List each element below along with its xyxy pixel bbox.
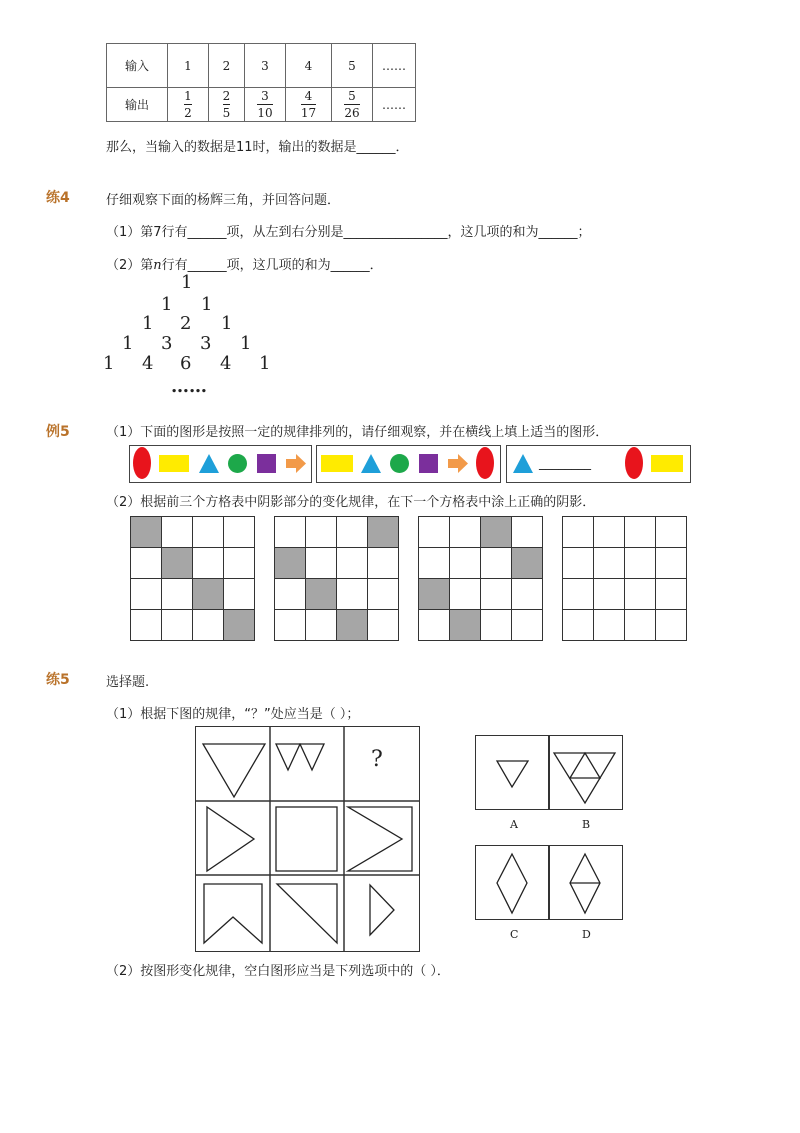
table-cell: 1 xyxy=(168,44,209,88)
notched-bottom-shape-icon xyxy=(204,884,262,943)
option-c-icon xyxy=(476,846,549,919)
grid-cell xyxy=(337,517,368,548)
io-table xyxy=(106,43,416,122)
q2-variable: n xyxy=(153,258,162,273)
option-b-label: B xyxy=(582,818,591,831)
pattern-box-1 xyxy=(129,445,312,483)
grid-cell-shaded xyxy=(419,579,450,610)
ex4-q2 xyxy=(106,254,383,273)
grid-cell xyxy=(419,517,450,548)
option-b-icon xyxy=(549,736,622,809)
purple-square-icon xyxy=(419,454,438,473)
grid-cell xyxy=(512,579,543,610)
triangle-number: 1 xyxy=(161,294,173,315)
option-c-figure[interactable] xyxy=(475,845,550,920)
blue-triangle-icon xyxy=(199,454,219,473)
grid-cell[interactable] xyxy=(656,579,687,610)
grid-cell[interactable] xyxy=(563,548,594,579)
triangle-number: 3 xyxy=(161,333,173,354)
grid-cell[interactable] xyxy=(594,610,625,641)
shading-grid-1 xyxy=(130,516,255,641)
q2-suffix: 行有______项，这几项的和为______． xyxy=(161,258,383,273)
grid-cell xyxy=(450,548,481,579)
grid-cell xyxy=(193,610,224,641)
table-cell: $\frac{5}{26}$ xyxy=(332,88,373,122)
section-label-example5: 例5 xyxy=(46,424,70,440)
shading-grid-3 xyxy=(418,516,543,641)
right-triangle-icon xyxy=(207,807,254,871)
table-cell: $\frac{4}{17}$ xyxy=(286,88,332,122)
red-oval-icon xyxy=(476,447,494,479)
grid-cell[interactable] xyxy=(563,517,594,548)
small-inverted-triangle-icon xyxy=(300,744,324,770)
small-inverted-triangle-icon xyxy=(276,744,300,770)
grid-cell[interactable] xyxy=(625,610,656,641)
small-right-triangle-icon xyxy=(370,885,394,935)
option-d-figure[interactable] xyxy=(548,845,623,920)
table-cell: $\frac{1}{2}$ xyxy=(168,88,209,122)
grid-cell xyxy=(337,579,368,610)
matrix-lines xyxy=(196,727,419,951)
example5-q2: （2）根据前三个方格表中阴影部分的变化规律，在下一个方格表中涂上正确的阴影． xyxy=(106,495,596,510)
grid-cell[interactable] xyxy=(656,610,687,641)
grid-cell[interactable] xyxy=(656,548,687,579)
grid-cell xyxy=(481,610,512,641)
grid-cell-shaded xyxy=(481,517,512,548)
grid-cell[interactable] xyxy=(594,548,625,579)
triangle-number: 3 xyxy=(200,333,212,354)
triangle-number: 1 xyxy=(221,313,233,334)
pattern-box-3 xyxy=(506,445,691,483)
table-cell: …… xyxy=(373,88,416,122)
grid-cell[interactable] xyxy=(594,579,625,610)
grid-cell xyxy=(337,548,368,579)
question-mark: ? xyxy=(371,747,383,772)
purple-square-icon xyxy=(257,454,276,473)
grid-cell xyxy=(224,517,255,548)
shading-grid-2 xyxy=(274,516,399,641)
option-b-figure[interactable] xyxy=(548,735,623,810)
option-a-icon xyxy=(476,736,549,809)
grid-cell xyxy=(193,548,224,579)
orange-arrow-icon xyxy=(286,454,306,473)
grid-cell[interactable] xyxy=(625,548,656,579)
pattern-box-2 xyxy=(316,445,501,483)
triangle-number: 4 xyxy=(220,353,232,374)
yellow-rectangle-icon xyxy=(159,455,189,472)
grid-cell[interactable] xyxy=(563,610,594,641)
triangle-number: 6 xyxy=(180,353,192,374)
grid-cell xyxy=(368,548,399,579)
red-oval-icon xyxy=(625,447,643,479)
grid-cell-shaded xyxy=(337,610,368,641)
yellow-rectangle-icon xyxy=(651,455,683,472)
section-label-ex5: 练5 xyxy=(46,672,70,688)
table-row-label: 输入 xyxy=(107,44,168,88)
yellow-rectangle-icon xyxy=(321,455,353,472)
triangle-dots: …… xyxy=(171,376,207,397)
ex4-prompt: 仔细观察下面的杨辉三角，并回答问题． xyxy=(106,193,341,208)
grid-cell-shaded xyxy=(162,548,193,579)
square-icon xyxy=(276,807,337,871)
q2-prefix: （2）第 xyxy=(106,258,154,273)
grid-cell xyxy=(512,517,543,548)
ex5-q2: （2）按图形变化规律，空白图形应当是下列选项中的（ ）． xyxy=(106,964,450,979)
green-circle-icon xyxy=(390,454,409,473)
grid-cell xyxy=(275,579,306,610)
example5-q1: （1）下面的图形是按照一定的规律排列的，请仔细观察，并在横线上填上适当的图形． xyxy=(106,425,609,440)
blue-triangle-icon xyxy=(513,454,533,473)
pattern-matrix xyxy=(195,726,420,952)
corner-triangle-icon xyxy=(277,884,337,943)
ex5-prompt: 选择题. xyxy=(106,675,150,690)
triangle-number: 4 xyxy=(142,353,154,374)
grid-cell[interactable] xyxy=(625,517,656,548)
ex5-q1: （1）根据下图的规律，“？”处应当是（ ）； xyxy=(106,707,360,722)
table-cell: 2 xyxy=(209,44,245,88)
grid-cell xyxy=(224,548,255,579)
grid-cell xyxy=(481,579,512,610)
grid-cell-shaded xyxy=(306,579,337,610)
grid-cell-shaded xyxy=(512,548,543,579)
grid-cell-shaded xyxy=(224,610,255,641)
ex4-q1: （1）第7行有______项，从左到右分别是________________，这几项的和为______； xyxy=(106,225,591,240)
triangle-number: 1 xyxy=(201,294,213,315)
grid-cell-shaded xyxy=(193,579,224,610)
grid-cell xyxy=(224,579,255,610)
grid-cell xyxy=(275,517,306,548)
grid-cell xyxy=(162,579,193,610)
grid-cell xyxy=(131,548,162,579)
table-cell: 4 xyxy=(286,44,332,88)
grid-cell xyxy=(275,610,306,641)
grid-cell xyxy=(368,579,399,610)
table-cell: …… xyxy=(373,44,416,88)
grid-cell-shaded xyxy=(275,548,306,579)
section-label-ex4: 练4 xyxy=(46,190,70,206)
grid-cell xyxy=(419,610,450,641)
grid-cell xyxy=(162,610,193,641)
option-a-figure[interactable] xyxy=(475,735,550,810)
grid-cell xyxy=(306,548,337,579)
grid-cell xyxy=(419,548,450,579)
grid-cell[interactable] xyxy=(594,517,625,548)
grid-cell-shaded xyxy=(368,517,399,548)
grid-cell xyxy=(450,579,481,610)
triangle-number: 1 xyxy=(181,272,193,293)
grid-cell xyxy=(306,517,337,548)
triangle-number: 1 xyxy=(142,313,154,334)
red-oval-icon xyxy=(133,447,151,479)
blue-triangle-icon xyxy=(361,454,381,473)
option-c-label: C xyxy=(510,928,519,941)
grid-cell-shaded xyxy=(131,517,162,548)
option-a-label: A xyxy=(510,818,518,831)
grid-cell xyxy=(131,579,162,610)
inverted-triangle-icon xyxy=(203,744,265,797)
table-row-label: 输出 xyxy=(107,88,168,122)
grid-cell[interactable] xyxy=(563,579,594,610)
orange-arrow-icon xyxy=(448,454,468,473)
grid-cell xyxy=(368,610,399,641)
triangle-number: 1 xyxy=(240,333,252,354)
table-cell: 3 xyxy=(245,44,286,88)
grid-cell[interactable] xyxy=(625,579,656,610)
table-cell: 5 xyxy=(332,44,373,88)
green-circle-icon xyxy=(228,454,247,473)
option-d-label: D xyxy=(582,928,591,941)
table-cell: $\frac{2}{5}$ xyxy=(209,88,245,122)
grid-cell xyxy=(512,610,543,641)
fill-blank[interactable]: ________ xyxy=(539,456,591,471)
table-cell: $\frac{3}{10}$ xyxy=(245,88,286,122)
option-d-icon xyxy=(549,846,622,919)
triangle-number: 1 xyxy=(122,333,134,354)
grid-cell xyxy=(450,517,481,548)
triangle-number: 1 xyxy=(259,353,271,374)
io-question: 那么，当输入的数据是11时，输出的数据是______． xyxy=(106,140,409,155)
grid-cell xyxy=(481,548,512,579)
notched-square-icon xyxy=(348,807,412,871)
grid-cell-shaded xyxy=(450,610,481,641)
grid-cell xyxy=(162,517,193,548)
triangle-number: 2 xyxy=(180,313,192,334)
grid-cell xyxy=(306,610,337,641)
shading-grid-answer[interactable] xyxy=(562,516,687,641)
grid-cell[interactable] xyxy=(656,517,687,548)
triangle-number: 1 xyxy=(103,353,115,374)
grid-cell xyxy=(131,610,162,641)
grid-cell xyxy=(193,517,224,548)
